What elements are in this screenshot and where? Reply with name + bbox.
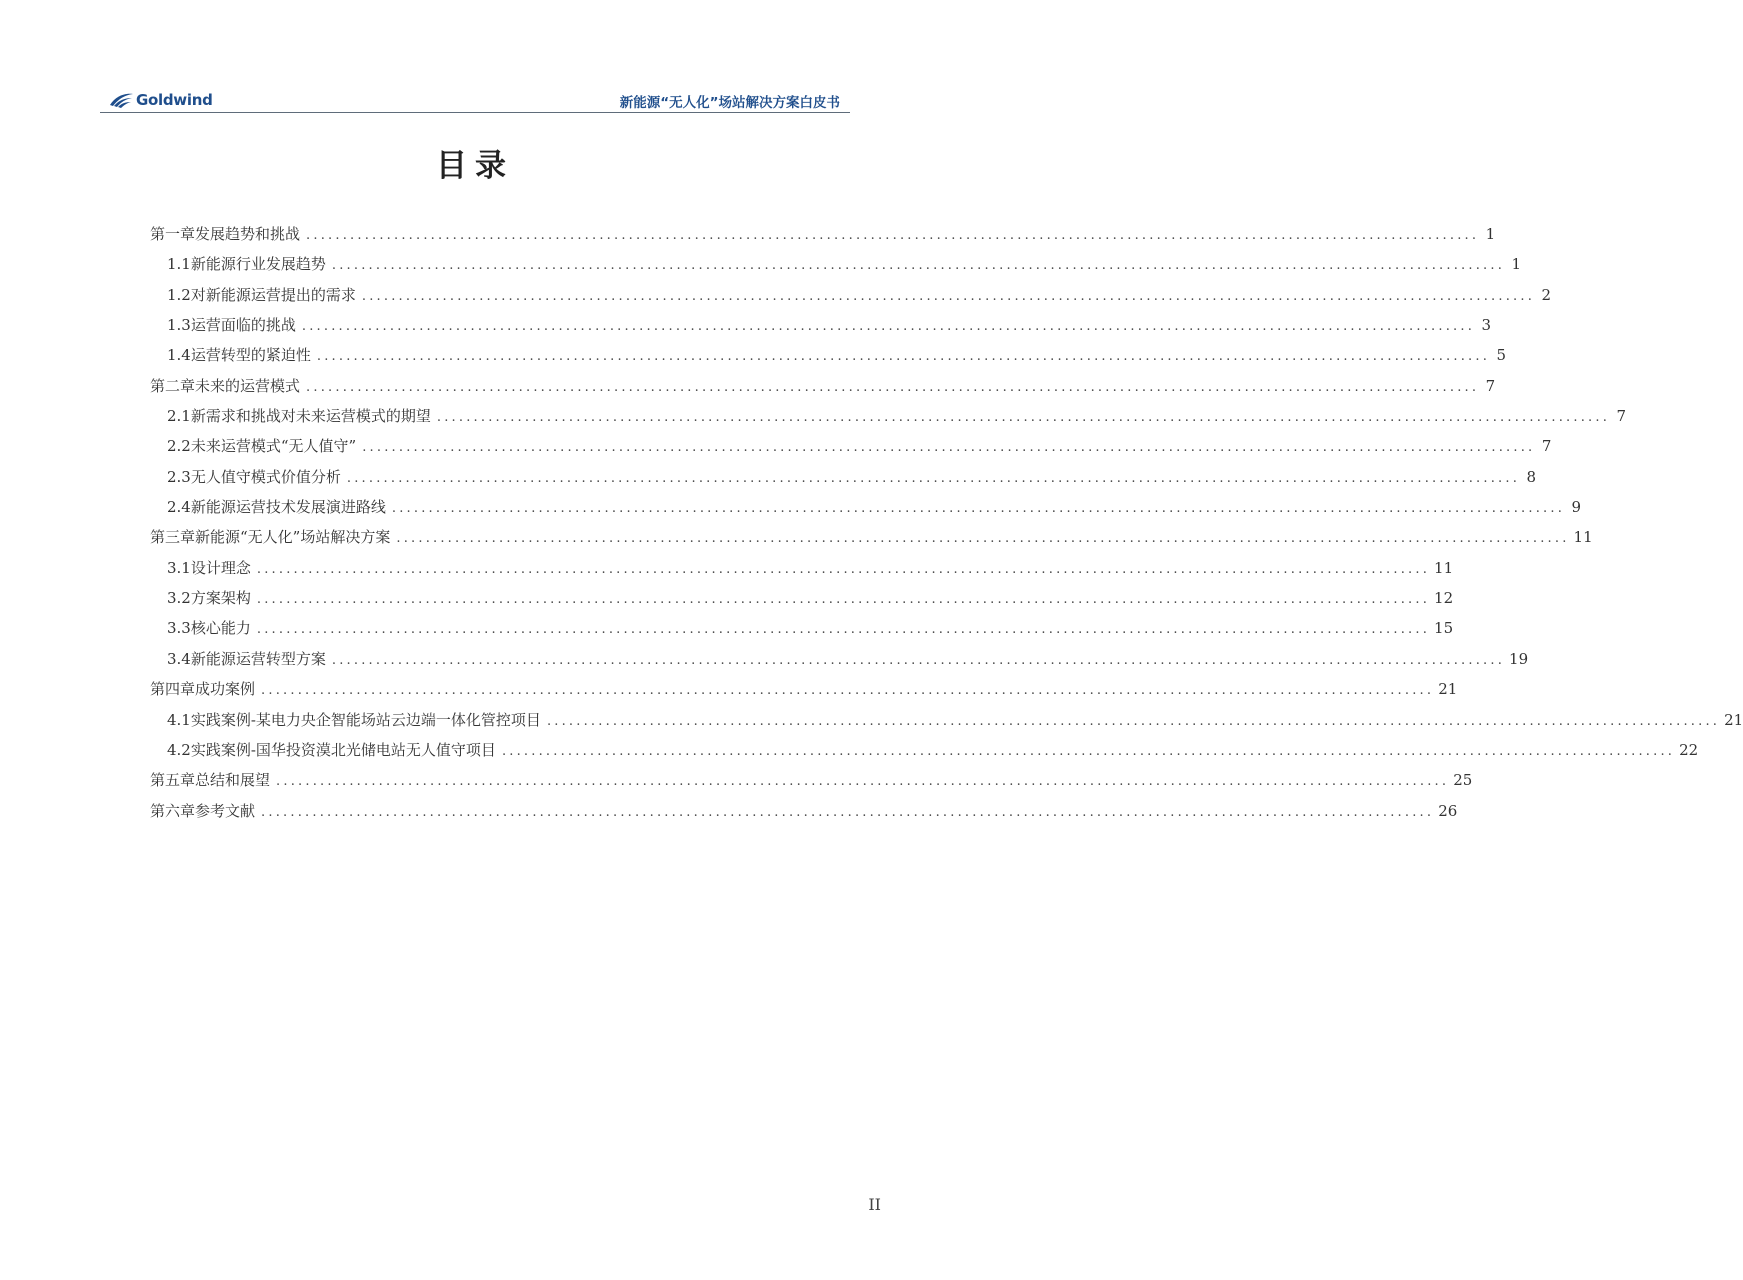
toc-section-entry[interactable] bbox=[150, 648, 1529, 678]
toc-entry-title: 运营转型的紧迫性 bbox=[190, 346, 311, 365]
toc-entry-page: 8 bbox=[1526, 467, 1537, 486]
page-number: II bbox=[868, 1195, 881, 1214]
toc-dot-leader: ................................................................................................................................................................ bbox=[362, 440, 1536, 456]
toc-entry-title: 实践案例-某电力央企智能场站云边端一体化管控项目 bbox=[190, 710, 541, 729]
toc-dot-leader: ................................................................................................................................................................ bbox=[306, 379, 1480, 395]
toc-entry-title: 发展趋势和挑战 bbox=[195, 225, 301, 243]
toc-section-entry[interactable] bbox=[150, 709, 1743, 739]
toc-entry-title: 新需求和挑战对未来运营模式的期望 bbox=[190, 407, 431, 426]
toc-entry-number: 3.1 bbox=[167, 558, 191, 577]
logo-text: Goldwind bbox=[136, 91, 213, 109]
toc-entry-number: 2.4 bbox=[167, 498, 191, 517]
toc-chapter-entry[interactable] bbox=[150, 526, 1593, 556]
toc-section-entry[interactable] bbox=[150, 284, 1552, 314]
toc-section-entry[interactable] bbox=[150, 466, 1537, 496]
toc-entry-number: 第六章 bbox=[150, 801, 196, 820]
toc-entry-page: 1 bbox=[1485, 225, 1496, 243]
toc-entry-number: 3.4 bbox=[167, 649, 191, 668]
toc-dot-leader: ................................................................................................................................................................ bbox=[306, 228, 1480, 243]
toc-entry-page: 21 bbox=[1438, 680, 1458, 699]
toc-section-entry[interactable] bbox=[150, 405, 1627, 435]
toc-dot-leader: ................................................................................................................................................................ bbox=[436, 410, 1611, 426]
toc-entry-page: 11 bbox=[1434, 558, 1454, 577]
toc-chapter-entry[interactable] bbox=[150, 223, 1496, 253]
toc-section-entry[interactable] bbox=[150, 587, 1454, 617]
toc-entry-title: 未来的运营模式 bbox=[195, 376, 301, 395]
toc-entry-page: 1 bbox=[1511, 255, 1522, 274]
toc-dot-leader: ................................................................................................................................................................ bbox=[361, 288, 1536, 304]
toc-entry-page: 21 bbox=[1724, 710, 1743, 729]
toc-dot-leader: ................................................................................................................................................................ bbox=[396, 531, 1570, 547]
toc-entry-title: 总结和展望 bbox=[195, 771, 271, 790]
toc-section-entry[interactable] bbox=[150, 253, 1522, 283]
wind-swoosh-icon bbox=[108, 92, 134, 108]
toc-dot-leader: ................................................................................................................................................................ bbox=[261, 804, 1435, 820]
toc-entry-title: 核心能力 bbox=[190, 619, 251, 638]
toc-entry-page: 7 bbox=[1485, 376, 1496, 395]
toc-section-entry[interactable] bbox=[150, 617, 1454, 647]
toc-entry-number: 2.2 bbox=[167, 437, 191, 456]
toc-chapter-entry[interactable] bbox=[150, 678, 1458, 708]
toc-entry-page: 7 bbox=[1616, 407, 1627, 426]
toc-dot-leader: ................................................................................................................................................................ bbox=[331, 652, 1506, 668]
toc-entry-title: 运营面临的挑战 bbox=[190, 316, 296, 335]
toc-entry-number: 2.1 bbox=[167, 407, 191, 426]
toc-entry-title: 新能源运营技术发展演进路线 bbox=[190, 498, 386, 517]
goldwind-logo bbox=[108, 90, 213, 110]
toc-entry-title: 新能源“无人化”场站解决方案 bbox=[195, 528, 391, 547]
toc-dot-leader: ................................................................................................................................................................ bbox=[256, 622, 1431, 638]
toc-entry-number: 1.4 bbox=[167, 346, 191, 365]
toc-entry-title: 无人值守模式价值分析 bbox=[190, 467, 341, 486]
toc-section-entry[interactable] bbox=[150, 557, 1454, 587]
toc-chapter-entry[interactable] bbox=[150, 375, 1496, 405]
toc-entry-title: 方案架构 bbox=[190, 589, 251, 608]
toc-chapter-entry[interactable] bbox=[150, 769, 1473, 799]
toc-entry-title: 成功案例 bbox=[195, 680, 256, 699]
toc-dot-leader: ................................................................................................................................................................ bbox=[331, 258, 1506, 274]
toc-entry-title: 参考文献 bbox=[195, 801, 256, 820]
toc-entry-number: 1.3 bbox=[167, 316, 191, 335]
document-title: 新能源“无人化”场站解决方案白皮书 bbox=[619, 95, 840, 111]
toc-dot-leader: ................................................................................................................................................................ bbox=[546, 713, 1721, 729]
toc-entry-number: 第二章 bbox=[150, 376, 196, 395]
toc-entry-number: 3.3 bbox=[167, 619, 191, 638]
toc-entry-page: 15 bbox=[1434, 619, 1454, 638]
toc-entry-title: 新能源运营转型方案 bbox=[190, 649, 326, 668]
toc-entry-title: 对新能源运营提出的需求 bbox=[190, 285, 356, 304]
toc-entry-title: 新能源行业发展趋势 bbox=[190, 255, 326, 274]
toc-entry-page: 5 bbox=[1496, 346, 1507, 365]
toc-entry-page: 25 bbox=[1453, 771, 1473, 790]
toc-entry-page: 26 bbox=[1438, 801, 1458, 820]
toc-entry-number: 4.1 bbox=[167, 710, 191, 729]
toc-section-entry[interactable] bbox=[150, 435, 1552, 465]
toc-entry-title: 实践案例-国华投资漠北光储电站无人值守项目 bbox=[190, 740, 496, 759]
toc-chapter-entry[interactable] bbox=[150, 800, 1458, 830]
toc-entry-number: 2.3 bbox=[167, 467, 191, 486]
toc-entry-number: 1.2 bbox=[167, 285, 191, 304]
toc-entry-page: 9 bbox=[1571, 498, 1582, 517]
toc-section-entry[interactable] bbox=[150, 344, 1507, 374]
toc-section-entry[interactable] bbox=[150, 739, 1699, 769]
toc-entry-page: 22 bbox=[1679, 740, 1699, 759]
toc-entry-number: 第三章 bbox=[150, 528, 196, 547]
toc-entry-page: 7 bbox=[1541, 437, 1552, 456]
table-of-contents bbox=[150, 223, 1743, 830]
toc-entry-number: 第一章 bbox=[150, 225, 196, 243]
toc-section-entry[interactable] bbox=[150, 496, 1582, 526]
toc-heading: 目录 bbox=[436, 148, 514, 184]
toc-dot-leader: ................................................................................................................................................................ bbox=[276, 774, 1450, 790]
toc-entry-title: 未来运营模式“无人值守” bbox=[190, 437, 357, 456]
toc-entry-page: 11 bbox=[1573, 528, 1593, 547]
toc-section-entry[interactable] bbox=[150, 314, 1492, 344]
toc-entry-page: 19 bbox=[1509, 649, 1529, 668]
toc-entry-number: 第五章 bbox=[150, 771, 196, 790]
toc-dot-leader: ................................................................................................................................................................ bbox=[501, 743, 1676, 759]
toc-entry-page: 3 bbox=[1481, 316, 1492, 335]
toc-dot-leader: ................................................................................................................................................................ bbox=[256, 561, 1431, 577]
toc-entry-number: 4.2 bbox=[167, 740, 191, 759]
toc-entry-page: 2 bbox=[1541, 285, 1552, 304]
toc-dot-leader: ................................................................................................................................................................ bbox=[261, 683, 1435, 699]
toc-entry-title: 设计理念 bbox=[190, 558, 251, 577]
page-header bbox=[100, 86, 850, 113]
toc-entry-number: 3.2 bbox=[167, 589, 191, 608]
toc-dot-leader: ................................................................................................................................................................ bbox=[316, 349, 1491, 365]
toc-dot-leader: ................................................................................................................................................................ bbox=[391, 501, 1566, 517]
toc-entry-number: 1.1 bbox=[167, 255, 191, 274]
toc-entry-page: 12 bbox=[1434, 589, 1454, 608]
toc-dot-leader: ................................................................................................................................................................ bbox=[256, 592, 1431, 608]
toc-entry-number: 第四章 bbox=[150, 680, 196, 699]
toc-dot-leader: ................................................................................................................................................................ bbox=[301, 319, 1476, 335]
toc-dot-leader: ................................................................................................................................................................ bbox=[346, 470, 1521, 486]
